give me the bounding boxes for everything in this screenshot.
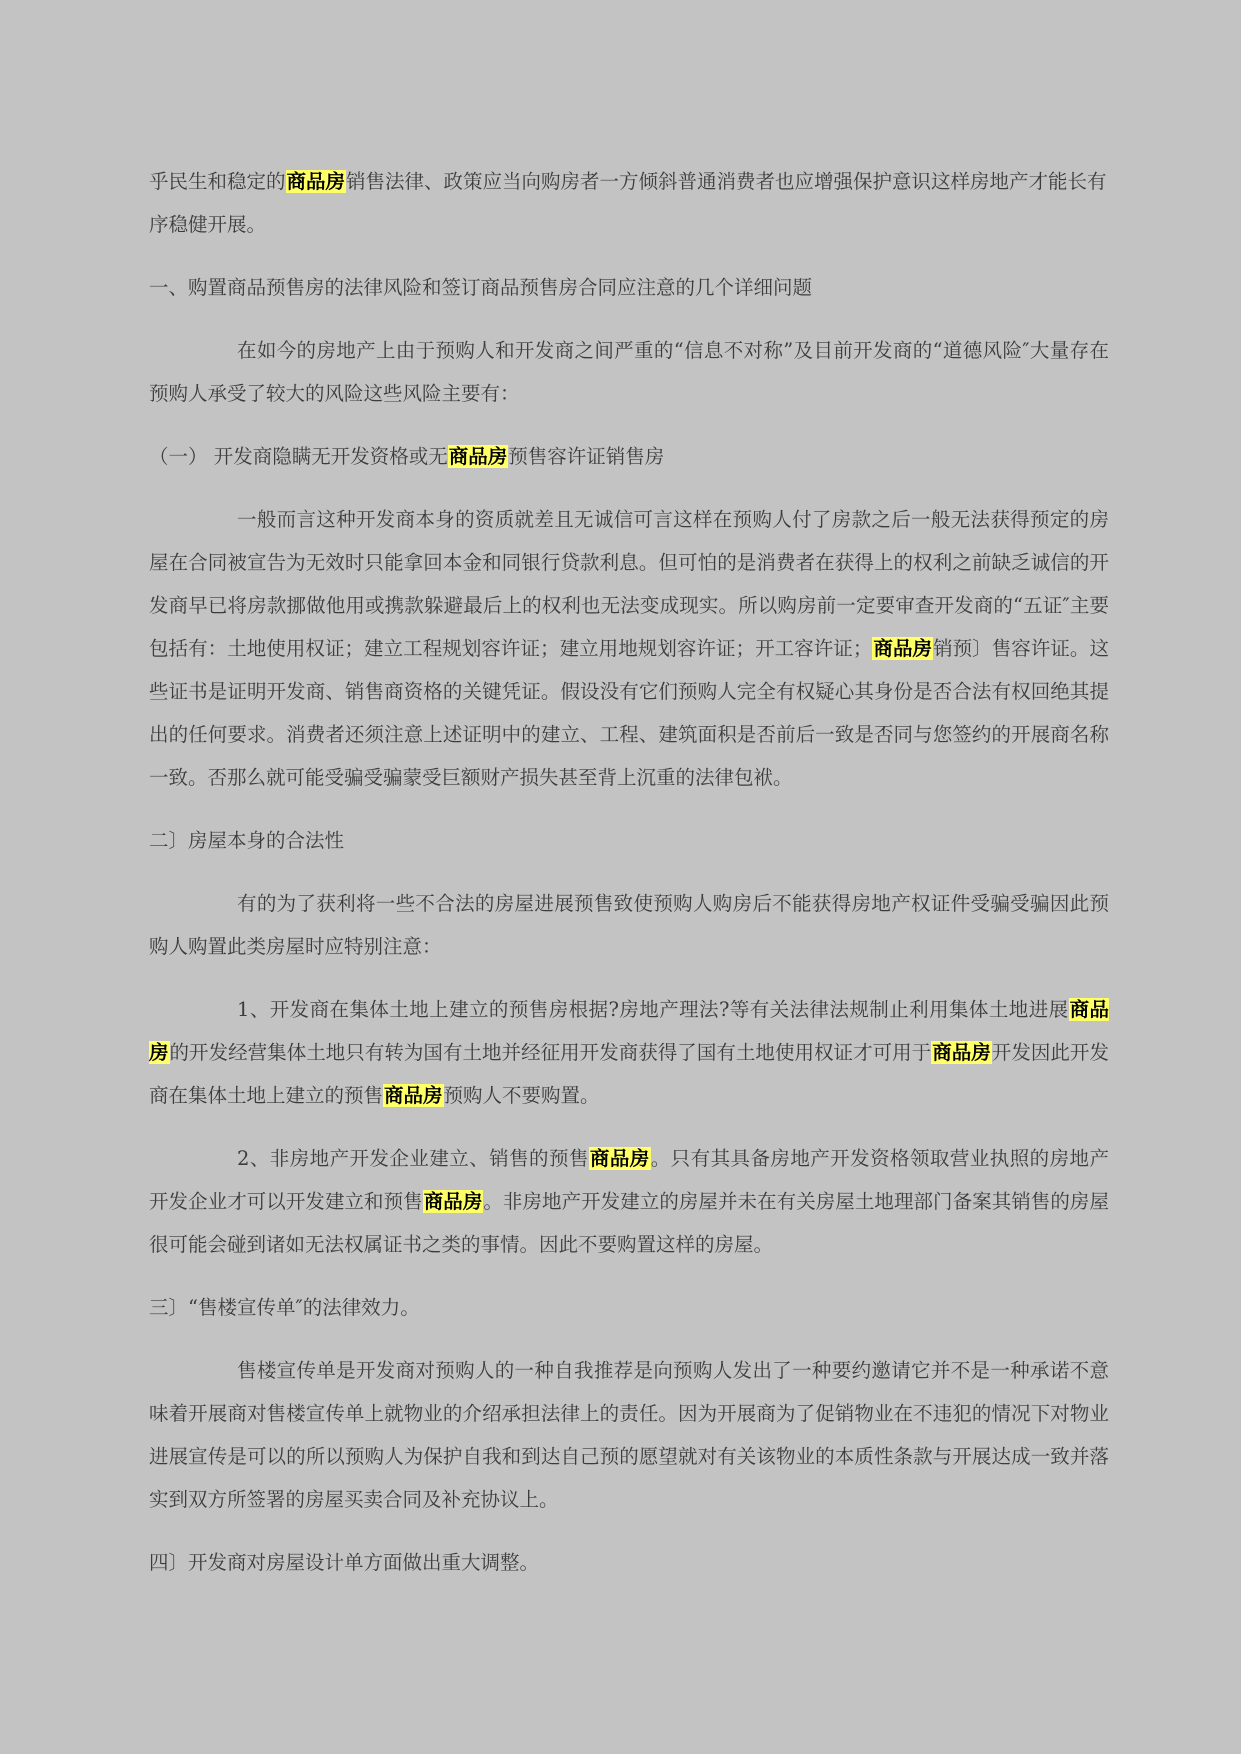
text-run: 有的为了获利将一些不合法的房屋进展预售致使预购人购房后不能获得房地产权证件受骗受骗因此预购人购置此类房屋时应特别注意： — [149, 892, 1109, 958]
paragraph-intro — [149, 160, 1109, 246]
search-highlight: 商品房 — [384, 1084, 443, 1107]
search-highlight: 商品房 — [286, 170, 346, 193]
text-run: 开发因此开发商在集体土地上建立的预售 — [149, 1041, 1109, 1107]
text-run: 一般而言这种开发商本身的资质就差且无诚信可言这样在预购人付了房款之后一般无法获得预定的房屋在合同被宣告为无效时只能拿回本金和同银行贷款利息。但可怕的是消费者在获得上的权利之前缺乏诚信的开发商早已将房款挪做他用或携款躲避最后上的权利也无法变成现实。所以购房前一定要审查开发商的“五证″主要包括有：土地使用权证；建立工程规划容许证；建立用地规划容许证；开工容许证； — [149, 508, 1109, 660]
heading-section-1 — [149, 266, 1109, 309]
text-run: 销预〕售容许证。这些证书是证明开发商、销售商资格的关键凭证。假设没有它们预购人完全有权疑心其身份是否合法有权回绝其提出的任何要求。消费者还须注意上述证明中的建立、工程、建筑面积是否前后一致是否同与您签约的开展商名称一致。否那么就可能受骗受骗蒙受巨额财产损失甚至背上沉重的法律包袱。 — [149, 637, 1109, 789]
paragraph-five-certificates — [149, 498, 1109, 799]
text-run: 三〕“售楼宣传单″的法律效力。 — [149, 1296, 420, 1319]
text-run: 。只有其具备房地产开发资格领取营业执照的房地产开发企业才可以开发建立和预售 — [149, 1147, 1109, 1213]
paragraph-non-developer — [149, 1137, 1109, 1266]
search-highlight: 商品房 — [932, 1041, 991, 1064]
paragraph-brochure — [149, 1349, 1109, 1521]
heading-subsection-1 — [149, 435, 1109, 478]
text-run: 在如今的房地产上由于预购人和开发商之间严重的“信息不对称”及目前开发商的“道德风险″大量存在预购人承受了较大的风险这些风险主要有： — [149, 339, 1109, 405]
text-run: 四〕开发商对房屋设计单方面做出重大调整。 — [149, 1551, 540, 1574]
text-run: 乎民生和稳定的 — [149, 170, 286, 193]
text-run: 。非房地产开发建立的房屋并未在有关房屋土地理部门备案其销售的房屋很可能会碰到诸如无法权属证书之类的事情。因此不要购置这样的房屋。 — [149, 1190, 1109, 1256]
text-run: 预售容许证销售房 — [508, 445, 665, 468]
paragraph-risk-intro — [149, 329, 1109, 415]
search-highlight: 商品房 — [589, 1147, 650, 1170]
text-run: 售楼宣传单是开发商对预购人的一种自我推荐是向预购人发出了一种要约邀请它并不是一种承诺不意味着开展商对售楼宣传单上就物业的介绍承担法律上的责任。因为开展商为了促销物业在不违犯的情况下对物业进展宣传是可以的所以预购人为保护自我和到达自己预的愿望就对有关该物业的本质性条款与开展达成一致并落实到双方所签署的房屋买卖合同及补充协议上。 — [149, 1359, 1109, 1511]
text-run: 销售法律、政策应当向购房者一方倾斜普通消费者也应增强保护意识这样房地产才能长有序稳健开展。 — [149, 170, 1107, 236]
text-run: （一） 开发商隐瞒无开发资格或无 — [149, 445, 448, 468]
heading-subsection-4 — [149, 1541, 1109, 1584]
search-highlight: 商品房 — [873, 637, 933, 660]
paragraph-legality — [149, 882, 1109, 968]
text-run: 预购人不要购置。 — [443, 1084, 600, 1107]
text-run: 二〕房屋本身的合法性 — [149, 829, 345, 852]
text-run: 2、非房地产开发企业建立、销售的预售 — [237, 1147, 589, 1170]
heading-subsection-3 — [149, 1286, 1109, 1329]
search-highlight: 商品房 — [149, 998, 1109, 1064]
text-run: 1、开发商在集体土地上建立的预售房根据?房地产理法?等有关法律法规制止利用集体土地进展 — [237, 998, 1069, 1021]
heading-subsection-2 — [149, 819, 1109, 862]
search-highlight: 商品房 — [423, 1190, 483, 1213]
paragraph-collective-land — [149, 988, 1109, 1117]
text-run: 的开发经营集体土地只有转为国有土地并经征用开发商获得了国有土地使用权证才可用于 — [169, 1041, 932, 1064]
document-body — [149, 160, 1109, 1584]
search-highlight: 商品房 — [448, 445, 508, 468]
text-run: 一、购置商品预售房的法律风险和签订商品预售房合同应注意的几个详细问题 — [149, 276, 813, 299]
